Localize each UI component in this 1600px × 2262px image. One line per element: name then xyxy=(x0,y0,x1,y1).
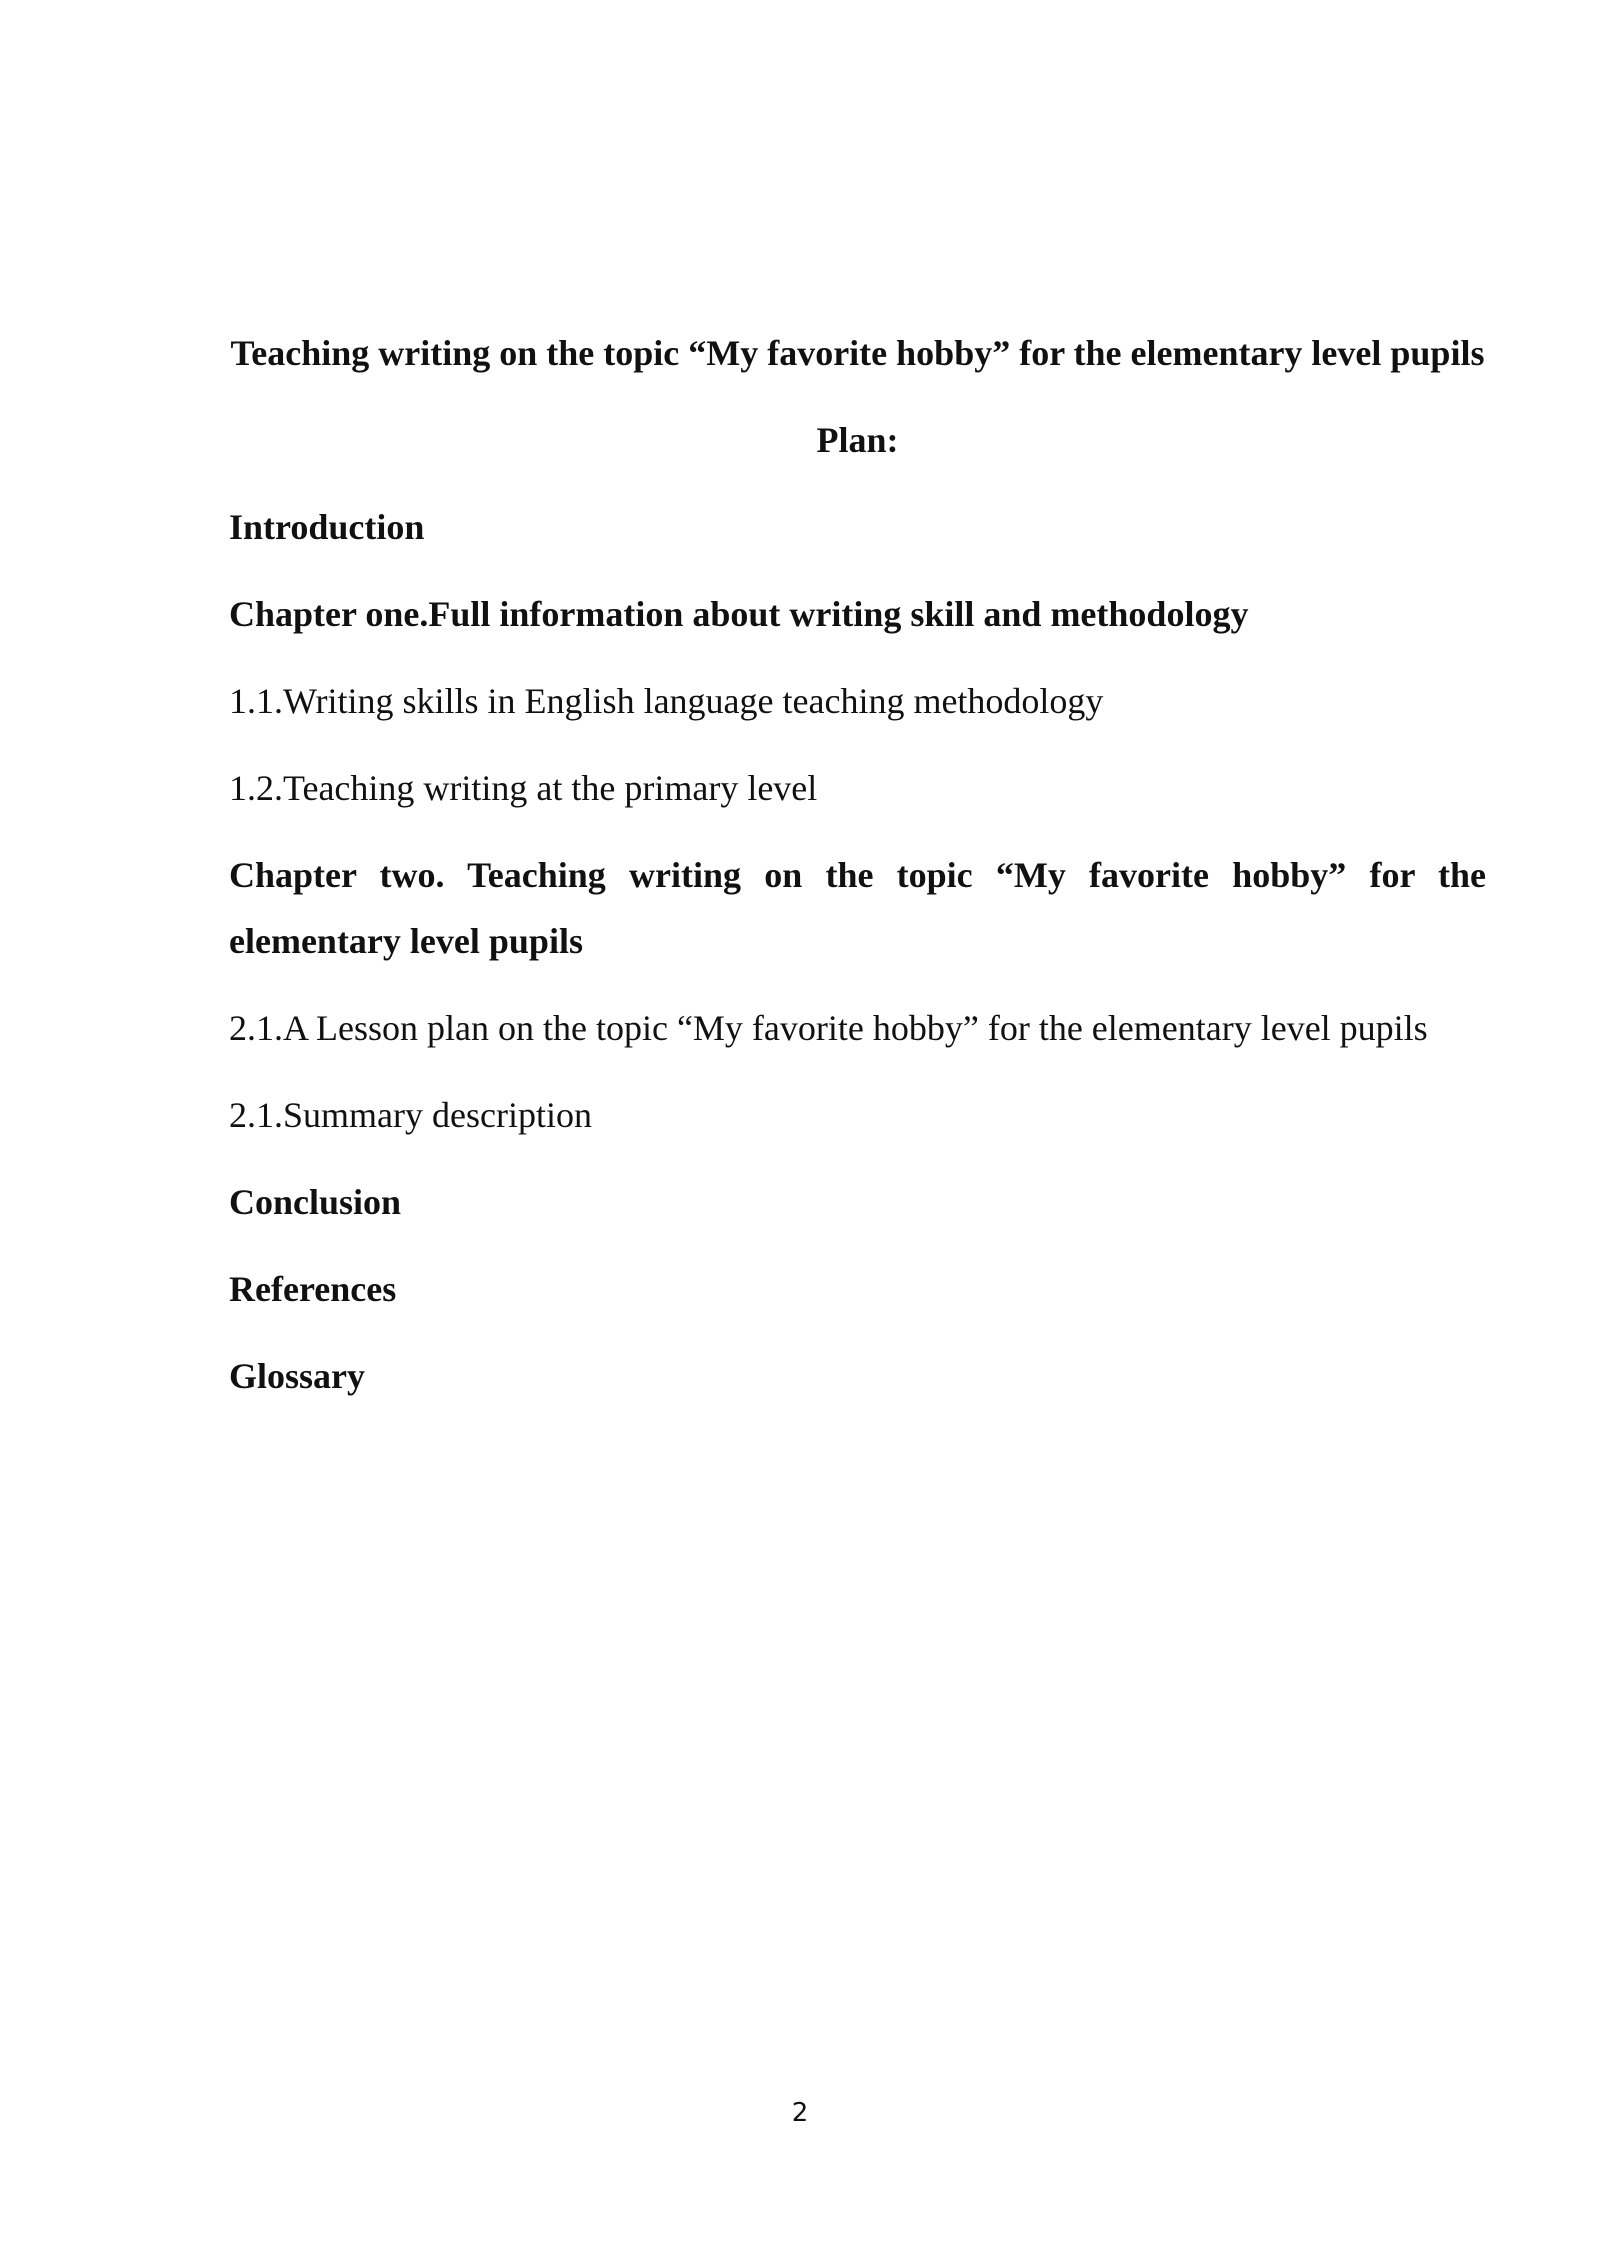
page-number: 2 xyxy=(791,2098,809,2128)
plan-item-section-2-1-lesson-plan: 2.1.A Lesson plan on the topic “My favorite hobby” for the elementary level pupils xyxy=(229,1008,1428,1048)
plan-item-section-1-1: 1.1.Writing skills in English language teaching methodology xyxy=(229,681,1104,721)
plan-item-glossary: Glossary xyxy=(229,1356,366,1396)
plan-heading: Plan: xyxy=(816,420,899,460)
plan-item-chapter-two: Chapter two. Teaching writing on the topic “My favorite hobby” for the elementary level pupils xyxy=(229,855,1486,961)
page-content xyxy=(229,320,1486,1409)
plan-item-references: References xyxy=(229,1269,397,1309)
plan-item-section-2-1-summary: 2.1.Summary description xyxy=(229,1095,592,1135)
plan-item-conclusion: Conclusion xyxy=(229,1182,402,1222)
document-title: Teaching writing on the topic “My favorite hobby” for the elementary level pupils xyxy=(230,333,1485,373)
plan-item-section-1-2: 1.2.Teaching writing at the primary level xyxy=(229,768,818,808)
plan-item-introduction: Introduction xyxy=(229,507,425,547)
plan-item-chapter-one: Chapter one.Full information about writing skill and methodology xyxy=(229,594,1249,634)
